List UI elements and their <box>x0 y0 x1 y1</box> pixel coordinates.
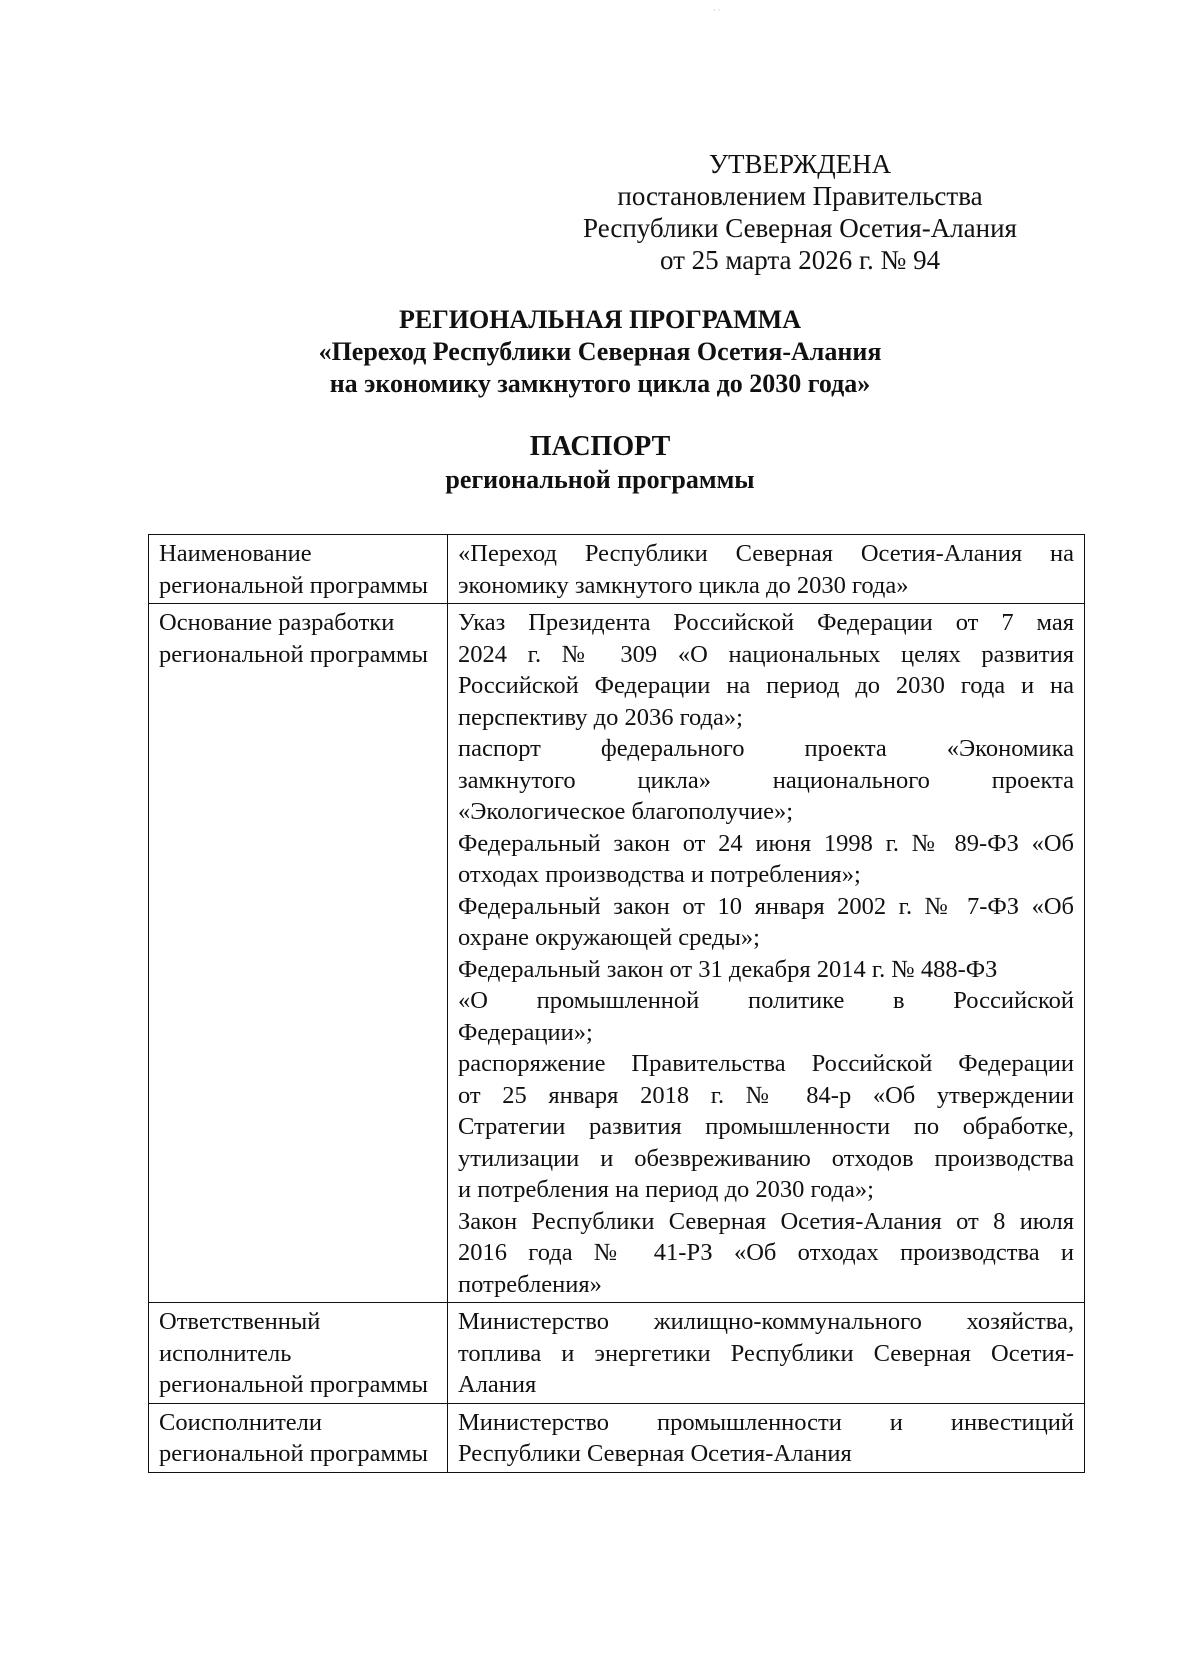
value-line: Федеральный закон от 31 декабря 2014 г. № 488-ФЗ <box>458 955 998 983</box>
value-line: Российской Федерации на период до 2030 года и на <box>458 672 1074 699</box>
label-line: исполнитель <box>159 1339 292 1367</box>
row-value <box>448 604 1085 1303</box>
value-line: потребления» <box>458 1270 602 1298</box>
label-line: Ответственный <box>159 1308 321 1335</box>
passport-heading <box>0 430 1200 496</box>
passport-subtitle: региональной программы <box>445 465 755 494</box>
value-line: топлива и энергетики Республики Северная Осетия- <box>458 1339 1074 1367</box>
value-line: от 25 января 2018 г. № 84-р «Об утверждении <box>458 1081 1074 1109</box>
value-line: 2024 г. № 309 «О национальных целях развития <box>458 640 1074 668</box>
label-line: Наименование <box>159 540 312 567</box>
value-line: Министерство промышленности и инвестиций <box>458 1408 1074 1436</box>
value-line: 2016 года № 41-РЗ «Об отходах производства и <box>458 1239 1074 1266</box>
value-line: утилизации и обезвреживанию отходов производства <box>458 1144 1074 1172</box>
row-label <box>149 1403 448 1472</box>
value-line: Алания <box>458 1371 537 1398</box>
label-line: региональной программы <box>159 640 428 668</box>
value-line: и потребления на период до 2030 года»; <box>458 1176 874 1203</box>
value-line: Министерство жилищно-коммунального хозяйства, <box>458 1308 1074 1335</box>
value-line: паспорт федерального проекта «Экономика <box>458 735 1074 762</box>
value-line: «О промышленной политике в Российской <box>458 987 1074 1014</box>
approval-stamp <box>560 148 1040 276</box>
table-row <box>149 535 1085 604</box>
value-line: Республики Северная Осетия-Алания <box>458 1440 852 1467</box>
row-value <box>448 535 1085 604</box>
value-line: Федеральный закон от 10 января 2002 г. № 7-ФЗ «Об <box>458 892 1074 920</box>
value-line: отходах производства и потребления»; <box>458 861 861 888</box>
value-line: охране окружающей среды»; <box>458 924 760 951</box>
passport-title: ПАСПОРТ <box>529 431 671 462</box>
value-line: Стратегии развития промышленности по обработке, <box>458 1113 1074 1140</box>
value-line: распоряжение Правительства Российской Федерации <box>458 1050 1074 1077</box>
table-row <box>149 604 1085 1303</box>
value-line: экономику замкнутого цикла до 2030 года» <box>458 571 909 599</box>
label-line: Соисполнители <box>159 1408 322 1436</box>
program-title <box>0 304 1200 400</box>
value-line: перспективу до 2036 года»; <box>458 703 743 731</box>
label-line: региональной программы <box>159 1371 428 1398</box>
program-heading: РЕГИОНАЛЬНАЯ ПРОГРАММА <box>399 305 801 334</box>
value-line: «Переход Республики Северная Осетия-Алания на <box>458 540 1074 567</box>
approval-date: от 25 марта 2026 г. № 94 <box>659 245 941 275</box>
label-line: региональной программы <box>159 571 428 599</box>
passport-table <box>148 534 1085 1473</box>
program-name-line: «Переход Республики Северная Осетия-Алания <box>318 337 882 366</box>
value-line: Закон Республики Северная Осетия-Алания от 8 июля <box>458 1207 1074 1235</box>
row-value <box>448 1303 1085 1404</box>
program-name-line: на экономику замкнутого цикла до 2030 года» <box>329 369 871 398</box>
value-line: Федеральный закон от 24 июня 1998 г. № 89-ФЗ «Об <box>458 829 1074 857</box>
value-line: «Экологическое благополучие»; <box>458 798 794 825</box>
approval-title: УТВЕРЖДЕНА <box>708 149 892 179</box>
label-line: Основание разработки <box>159 609 395 636</box>
value-line: Указ Президента Российской Федерации от 7 мая <box>458 609 1074 636</box>
scan-mark: · · <box>713 6 721 15</box>
value-line: замкнутого цикла» национального проекта <box>458 766 1074 794</box>
approval-line: постановлением Правительства <box>617 181 983 211</box>
row-value <box>448 1403 1085 1472</box>
table-row <box>149 1303 1085 1404</box>
row-label <box>149 1303 448 1404</box>
approval-line: Республики Северная Осетия-Алания <box>583 213 1017 243</box>
value-line: Федерации»; <box>458 1018 593 1046</box>
row-label <box>149 535 448 604</box>
table-row <box>149 1403 1085 1472</box>
row-label <box>149 604 448 1303</box>
label-line: региональной программы <box>159 1440 428 1467</box>
